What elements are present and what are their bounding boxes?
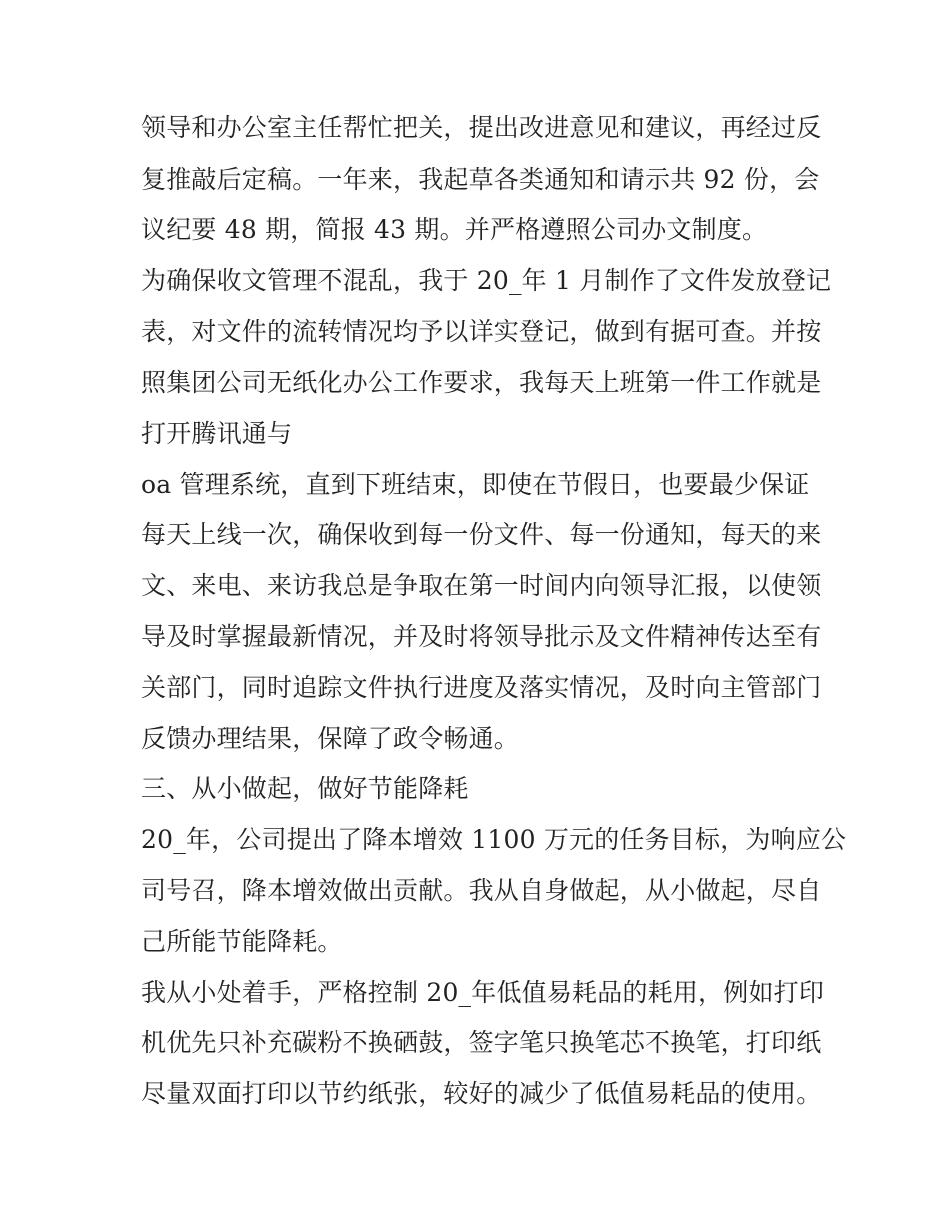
text-line: 文、来电、来访我总是争取在第一时间内向领导汇报，以使领 <box>141 571 822 600</box>
text-line: 己所能节能降耗。 <box>141 927 343 956</box>
text-line: 照集团公司无纸化办公工作要求，我每天上班第一件工作就是 <box>141 368 822 397</box>
text-line: 反馈办理结果，保障了政令畅通。 <box>141 724 520 753</box>
text-line: 司号召，降本增效做出贡献。我从自身做起，从小做起，尽自 <box>141 876 822 905</box>
text-line: 为确保收文管理不混乱，我于 20_年 1 月制作了文件发放登记 <box>141 266 832 295</box>
text-line: 复推敲后定稿。一年来，我起草各类通知和请示共 92 份，会 <box>141 165 820 194</box>
text-line: 20_年，公司提出了降本增效 1100 万元的任务目标，为响应公 <box>141 825 847 854</box>
text-line: 表，对文件的流转情况均予以详实登记，做到有据可查。并按 <box>141 317 822 346</box>
text-line: 每天上线一次，确保收到每一份文件、每一份通知，每天的来 <box>141 520 822 549</box>
text-line: 打开腾讯通与 <box>141 419 293 448</box>
text-line: 议纪要 48 期，简报 43 期。并严格遵照公司办文制度。 <box>141 215 768 244</box>
text-line: 我从小处着手，严格控制 20_年低值易耗品的耗用，例如打印 <box>141 978 825 1007</box>
text-line: 尽量双面打印以节约纸张，较好的减少了低值易耗品的使用。 <box>141 1079 822 1108</box>
text-line: 领导和办公室主任帮忙把关，提出改进意见和建议，再经过反 <box>141 113 822 142</box>
text-line: oa 管理系统，直到下班结束，即使在节假日，也要最少保证 <box>141 470 810 499</box>
text-line: 机优先只补充碳粉不换硒鼓，签字笔只换笔芯不换笔，打印纸 <box>141 1028 822 1057</box>
text-line: 关部门，同时追踪文件执行进度及落实情况，及时向主管部门 <box>141 673 822 702</box>
section-heading: 三、从小做起，做好节能降耗 <box>141 774 469 803</box>
text-line: 导及时掌握最新情况，并及时将领导批示及文件精神传达至有 <box>141 622 822 651</box>
